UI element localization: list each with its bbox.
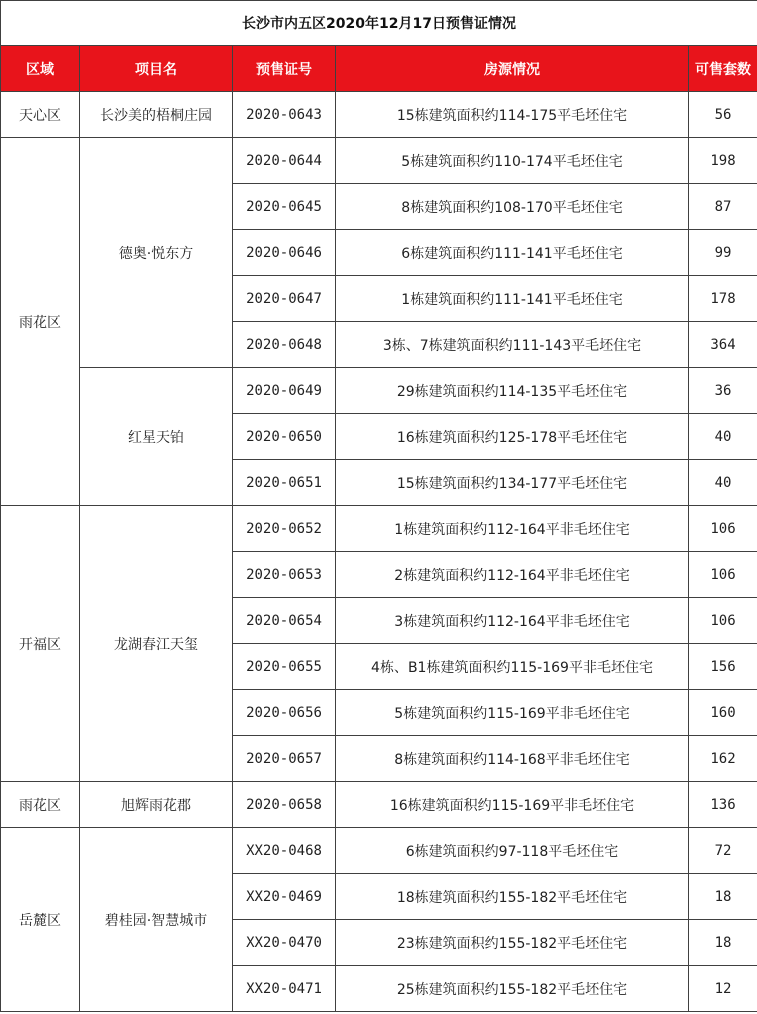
housing-cell: 8栋建筑面积约114-168平非毛坯住宅 — [336, 736, 689, 782]
table-row — [1, 782, 757, 828]
license-cell: 2020-0645 — [233, 184, 336, 230]
header-license: 预售证号 — [233, 46, 336, 92]
units-cell: 18 — [689, 920, 757, 966]
license-cell: 2020-0644 — [233, 138, 336, 184]
units-cell: 18 — [689, 874, 757, 920]
units-cell: 99 — [689, 230, 757, 276]
housing-cell: 15栋建筑面积约114-175平毛坯住宅 — [336, 92, 689, 138]
units-cell: 136 — [689, 782, 757, 828]
housing-cell: 2栋建筑面积约112-164平非毛坯住宅 — [336, 552, 689, 598]
project-name-cell: 德奥·悦东方 — [80, 138, 233, 368]
license-cell: 2020-0653 — [233, 552, 336, 598]
header-project: 项目名 — [80, 46, 233, 92]
district-cell: 岳麓区 — [1, 828, 80, 1012]
housing-cell: 6栋建筑面积约97-118平毛坯住宅 — [336, 828, 689, 874]
license-cell: 2020-0650 — [233, 414, 336, 460]
license-cell: 2020-0654 — [233, 598, 336, 644]
page-title: 长沙市内五区2020年12月17日预售证情况 — [1, 1, 757, 46]
license-cell: 2020-0646 — [233, 230, 336, 276]
units-cell: 12 — [689, 966, 757, 1012]
table-row — [1, 828, 757, 874]
housing-cell: 4栋、B1栋建筑面积约115-169平非毛坯住宅 — [336, 644, 689, 690]
table-row — [1, 506, 757, 552]
license-cell: XX20-0469 — [233, 874, 336, 920]
project-name-cell: 龙湖春江天玺 — [80, 506, 233, 782]
district-cell: 天心区 — [1, 92, 80, 138]
units-cell: 72 — [689, 828, 757, 874]
project-name-cell: 碧桂园·智慧城市 — [80, 828, 233, 1012]
housing-cell: 3栋建筑面积约112-164平非毛坯住宅 — [336, 598, 689, 644]
housing-cell: 29栋建筑面积约114-135平毛坯住宅 — [336, 368, 689, 414]
license-cell: 2020-0657 — [233, 736, 336, 782]
header-housing: 房源情况 — [336, 46, 689, 92]
housing-cell: 6栋建筑面积约111-141平毛坯住宅 — [336, 230, 689, 276]
project-name-cell: 长沙美的梧桐庄园 — [80, 92, 233, 138]
license-cell: XX20-0471 — [233, 966, 336, 1012]
housing-cell: 16栋建筑面积约125-178平毛坯住宅 — [336, 414, 689, 460]
license-cell: 2020-0647 — [233, 276, 336, 322]
units-cell: 160 — [689, 690, 757, 736]
housing-cell: 25栋建筑面积约155-182平毛坯住宅 — [336, 966, 689, 1012]
license-cell: 2020-0652 — [233, 506, 336, 552]
table-row — [1, 138, 757, 184]
license-cell: 2020-0649 — [233, 368, 336, 414]
table-header-row — [1, 46, 757, 92]
units-cell: 156 — [689, 644, 757, 690]
district-cell: 雨花区 — [1, 138, 80, 506]
header-units: 可售套数 — [689, 46, 757, 92]
units-cell: 106 — [689, 506, 757, 552]
housing-cell: 16栋建筑面积约115-169平非毛坯住宅 — [336, 782, 689, 828]
license-cell: 2020-0655 — [233, 644, 336, 690]
units-cell: 87 — [689, 184, 757, 230]
table-row — [1, 368, 757, 414]
units-cell: 40 — [689, 460, 757, 506]
units-cell: 106 — [689, 598, 757, 644]
license-cell: 2020-0643 — [233, 92, 336, 138]
license-cell: 2020-0648 — [233, 322, 336, 368]
housing-cell: 5栋建筑面积约110-174平毛坯住宅 — [336, 138, 689, 184]
units-cell: 162 — [689, 736, 757, 782]
license-cell: XX20-0468 — [233, 828, 336, 874]
units-cell: 56 — [689, 92, 757, 138]
housing-cell: 3栋、7栋建筑面积约111-143平毛坯住宅 — [336, 322, 689, 368]
units-cell: 106 — [689, 552, 757, 598]
housing-cell: 5栋建筑面积约115-169平非毛坯住宅 — [336, 690, 689, 736]
project-name-cell: 旭辉雨花郡 — [80, 782, 233, 828]
header-district: 区域 — [1, 46, 80, 92]
housing-cell: 23栋建筑面积约155-182平毛坯住宅 — [336, 920, 689, 966]
district-cell: 雨花区 — [1, 782, 80, 828]
housing-cell: 15栋建筑面积约134-177平毛坯住宅 — [336, 460, 689, 506]
units-cell: 40 — [689, 414, 757, 460]
units-cell: 198 — [689, 138, 757, 184]
project-name-cell: 红星天铂 — [80, 368, 233, 506]
table-body — [1, 92, 757, 1012]
housing-cell: 18栋建筑面积约155-182平毛坯住宅 — [336, 874, 689, 920]
units-cell: 36 — [689, 368, 757, 414]
license-cell: 2020-0651 — [233, 460, 336, 506]
housing-cell: 1栋建筑面积约111-141平毛坯住宅 — [336, 276, 689, 322]
housing-cell: 1栋建筑面积约112-164平非毛坯住宅 — [336, 506, 689, 552]
license-cell: XX20-0470 — [233, 920, 336, 966]
license-cell: 2020-0658 — [233, 782, 336, 828]
units-cell: 364 — [689, 322, 757, 368]
district-cell: 开福区 — [1, 506, 80, 782]
housing-cell: 8栋建筑面积约108-170平毛坯住宅 — [336, 184, 689, 230]
table-row — [1, 92, 757, 138]
license-cell: 2020-0656 — [233, 690, 336, 736]
units-cell: 178 — [689, 276, 757, 322]
